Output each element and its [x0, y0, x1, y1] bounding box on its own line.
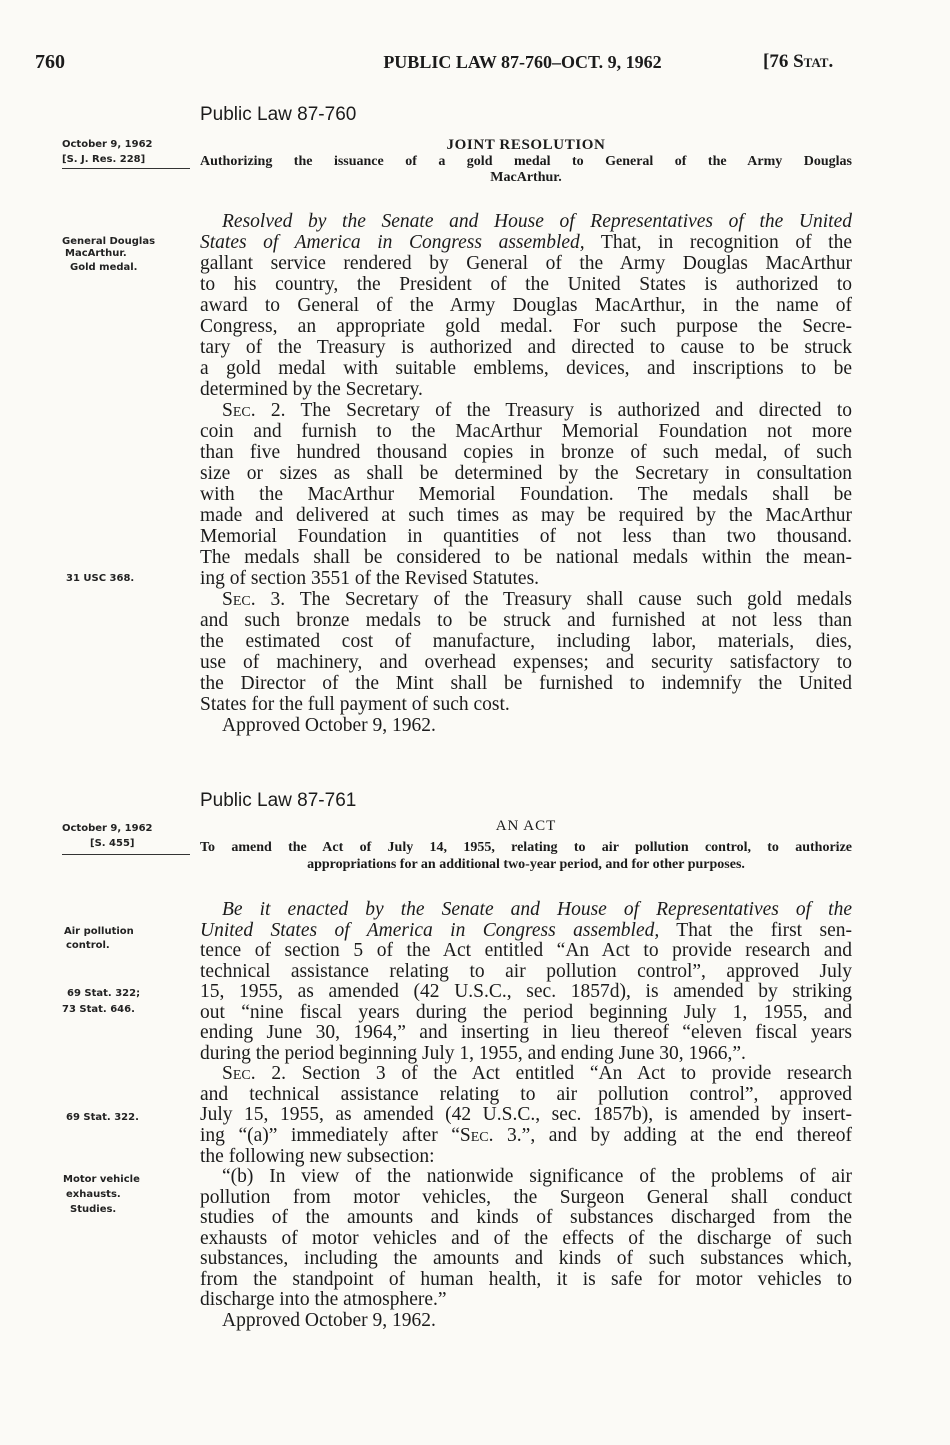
text-line	[200, 484, 852, 505]
text-segment: Sec.	[222, 400, 256, 421]
side-note: exhausts.	[66, 1189, 121, 1200]
text-line	[200, 421, 852, 442]
text-segment: 15, 1955, as amended (42 U.S.C., sec. 1857d), is amended by striking	[200, 982, 852, 1003]
text-line	[200, 1105, 852, 1126]
text-line	[200, 1167, 852, 1188]
text-segment: ing of section 3551 of the Revised Statutes.	[200, 568, 540, 589]
text-segment: technical assistance relating to air pollution control”, approved July	[200, 961, 852, 982]
text-line	[200, 1208, 852, 1229]
text-segment: and technical assistance relating to air pollution control”, approved	[200, 1084, 852, 1105]
text-segment: 2. The Secretary of the Treasury is authorized and directed to	[255, 400, 852, 421]
text-line	[200, 1188, 852, 1209]
description-line: appropriations for an additional two-year period, and for other purposes.	[307, 857, 745, 872]
law-title: Public Law 87-761	[200, 790, 357, 811]
law-title: Public Law 87-760	[200, 104, 357, 125]
text-line	[200, 253, 852, 274]
margin-rule	[62, 168, 190, 169]
description-line: MacArthur.	[490, 170, 562, 185]
text-segment: Resolved by the Senate and House of Representatives of the United	[222, 211, 852, 232]
text-line	[200, 442, 852, 463]
text-segment: “(b) In view of the nationwide significance of the problems of air	[222, 1167, 852, 1188]
text-segment: The medals shall be considered to be national medals within the mean-	[200, 547, 852, 568]
text-line	[200, 463, 852, 484]
side-note-citation: 69 Stat. 322.	[66, 1112, 139, 1123]
text-line	[200, 982, 852, 1003]
text-segment: 3. The Secretary of the Treasury shall cause such gold medals	[255, 589, 852, 610]
text-segment: pollution from motor vehicles, the Surgeon General shall conduct	[200, 1187, 852, 1208]
paragraph	[200, 1311, 852, 1332]
text-segment: use of machinery, and overhead expenses; and security satisfactory to	[200, 652, 852, 673]
side-note: MacArthur.	[65, 248, 127, 259]
text-line	[200, 1044, 852, 1065]
paragraph	[200, 1167, 852, 1311]
text-line	[200, 921, 852, 942]
text-segment: That the first sen-	[659, 920, 852, 941]
text-line	[200, 1064, 852, 1085]
law-description	[200, 154, 852, 186]
side-note: General Douglas	[62, 236, 156, 247]
text-line	[200, 1003, 852, 1024]
text-segment: 2. Section 3 of the Act entitled “An Act to provide research	[255, 1064, 852, 1085]
bill-number: [S. 455]	[90, 838, 135, 849]
text-segment: studies of the amounts and kinds of substances discharged from the	[200, 1208, 852, 1229]
text-segment: Sec.	[222, 589, 256, 610]
text-segment: tence of section 5 of the Act entitled “An Act to provide research and	[200, 941, 852, 962]
text-segment: That, in recognition of the	[584, 232, 852, 253]
text-line	[200, 358, 852, 379]
text-segment: States for the full payment of such cost.	[200, 694, 510, 715]
text-segment: Approved October 9, 1962.	[222, 1310, 436, 1331]
text-line	[200, 1270, 852, 1291]
text-line	[200, 673, 852, 694]
text-segment: discharge into the atmosphere.”	[200, 1290, 447, 1311]
text-segment: during the period beginning July 1, 1955, and ending June 30, 1966,”.	[200, 1043, 746, 1064]
text-line	[200, 962, 852, 983]
side-note: Studies.	[70, 1204, 117, 1215]
text-segment: Sec.	[459, 1126, 494, 1147]
text-segment: coin and furnish to the MacArthur Memorial Foundation not more	[200, 421, 852, 442]
paragraph	[200, 400, 852, 589]
text-line	[200, 337, 852, 358]
side-note: control.	[66, 940, 110, 951]
text-line	[200, 610, 852, 631]
text-line	[200, 1147, 852, 1168]
document-type-heading: JOINT RESOLUTION	[446, 137, 606, 153]
document-type-heading: AN ACT	[495, 818, 557, 834]
side-note-citation: 73 Stat. 646.	[62, 1004, 135, 1015]
text-segment: Approved October 9, 1962.	[222, 715, 436, 736]
text-line	[200, 941, 852, 962]
text-line	[200, 1023, 852, 1044]
text-line	[200, 1249, 852, 1270]
margin-rule	[62, 854, 190, 855]
text-line	[200, 547, 852, 568]
resolution-text	[200, 211, 852, 736]
text-segment: determined by the Secretary.	[200, 379, 423, 400]
side-note: Air pollution	[64, 926, 134, 937]
text-segment: United States of America in Congress assembled,	[200, 920, 660, 941]
text-segment: States of America in Congress assembled,	[200, 232, 585, 253]
paragraph	[200, 715, 852, 736]
text-segment: Sec.	[222, 1064, 256, 1085]
text-segment: July 15, 1955, as amended (42 U.S.C., sec. 1857b), is amended by insert-	[200, 1105, 852, 1126]
paragraph	[200, 1064, 852, 1167]
text-segment: made and delivered at such times as may be required by the MacArthur	[200, 505, 852, 526]
text-line	[200, 295, 852, 316]
text-line	[200, 652, 852, 673]
text-line	[200, 715, 852, 736]
law-description	[200, 839, 852, 873]
text-segment: the estimated cost of manufacture, including labor, materials, dies,	[200, 631, 852, 652]
text-line	[200, 1229, 852, 1250]
text-line	[200, 631, 852, 652]
text-segment: a gold medal with suitable emblems, devices, and inscriptions to be	[200, 358, 852, 379]
text-line	[200, 505, 852, 526]
text-segment: ending June 30, 1964,” and inserting in lieu thereof “eleven fiscal years	[200, 1023, 852, 1044]
text-segment: the Director of the Mint shall be furnished to indemnify the United	[200, 673, 852, 694]
enactment-date: October 9, 1962	[62, 823, 153, 834]
text-segment: Be it enacted by the Senate and House of Representatives of the	[222, 900, 852, 920]
text-line	[200, 274, 852, 295]
bill-number: [S. J. Res. 228]	[62, 154, 146, 165]
text-segment: with the MacArthur Memorial Foundation. The medals shall be	[200, 484, 852, 505]
side-note: Gold medal.	[70, 262, 138, 273]
text-line	[200, 1311, 852, 1332]
text-segment: ing “(a)” immediately after “	[200, 1126, 460, 1147]
text-segment: to his country, the President of the United States is authorized to	[200, 274, 852, 295]
volume-reference: [76 Stat.	[763, 51, 834, 72]
text-line	[200, 232, 852, 253]
text-line	[200, 211, 852, 232]
text-segment: gallant service rendered by General of the Army Douglas MacArthur	[200, 253, 852, 274]
paragraph	[200, 900, 852, 1064]
text-segment: out “nine fiscal years during the period beginning July 1, 1955, and	[200, 1002, 852, 1023]
text-segment: exhausts of motor vehicles and of the effects of the discharge of such	[200, 1228, 852, 1249]
text-segment: 3.”, and by adding at the end thereof	[493, 1126, 852, 1147]
text-segment: Congress, an appropriate gold medal. For such purpose the Secre-	[200, 316, 852, 337]
description-line: Authorizing the issuance of a gold medal to General of the Army Douglas	[200, 154, 852, 169]
text-line	[200, 589, 852, 610]
text-line	[200, 526, 852, 547]
text-line	[200, 1085, 852, 1106]
text-segment: award to General of the Army Douglas MacArthur, in the name of	[200, 295, 852, 316]
running-title: PUBLIC LAW 87-760–OCT. 9, 1962	[383, 52, 662, 72]
text-segment: and such bronze medals to be struck and furnished at not less than	[200, 610, 852, 631]
text-segment: from the standpoint of human health, it is safe for motor vehicles to	[200, 1269, 852, 1290]
side-note-citation: 69 Stat. 322;	[67, 988, 141, 999]
act-text	[200, 900, 852, 1331]
text-line	[200, 568, 852, 589]
description-line: To amend the Act of July 14, 1955, relating to air pollution control, to authorize	[200, 840, 852, 855]
text-line	[200, 379, 852, 400]
text-line	[200, 694, 852, 715]
page-number: 760	[35, 51, 65, 73]
text-line	[200, 400, 852, 421]
text-segment: substances, including the amounts and kinds of such substances which,	[200, 1249, 852, 1270]
text-segment: size or sizes as shall be determined by the Secretary in consultation	[200, 463, 852, 484]
side-note: Motor vehicle	[63, 1174, 140, 1185]
text-segment: Memorial Foundation in quantities of not less than two thousand.	[200, 526, 852, 547]
enactment-date: October 9, 1962	[62, 139, 153, 150]
paragraph	[200, 211, 852, 400]
text-line	[200, 1290, 852, 1311]
text-line	[200, 900, 852, 921]
side-note-citation: 31 USC 368.	[66, 573, 135, 584]
text-segment: tary of the Treasury is authorized and directed to cause to be struck	[200, 337, 852, 358]
text-segment: the following new subsection:	[200, 1146, 435, 1167]
paragraph	[200, 589, 852, 715]
text-segment: than five hundred thousand copies in bronze of such medal, of such	[200, 442, 852, 463]
text-line	[200, 316, 852, 337]
text-line	[200, 1126, 852, 1147]
